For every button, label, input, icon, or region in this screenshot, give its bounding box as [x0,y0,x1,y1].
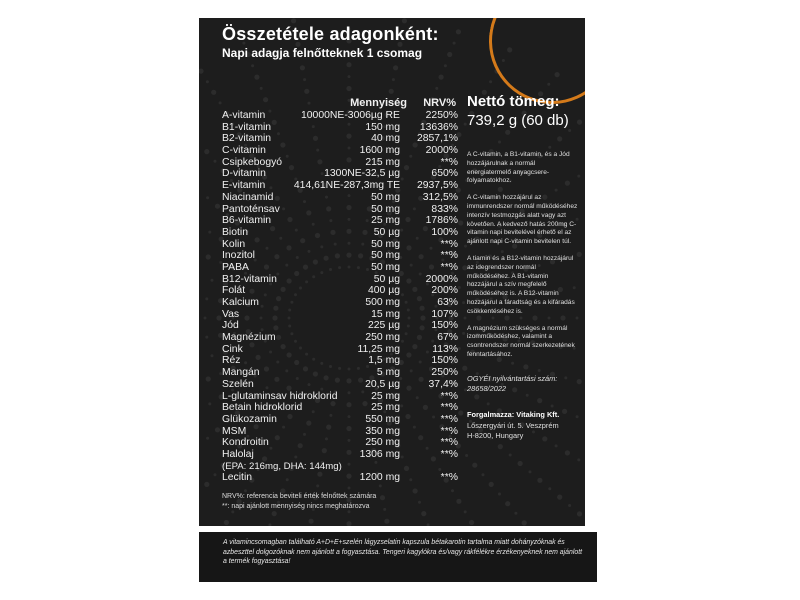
nutrient-quantity: 414,61NE-287,3mg TE [293,180,400,192]
pattern-dot [244,489,247,492]
table-row [222,320,458,332]
pattern-dot [205,336,208,339]
nutrient-quantity: 1306 mg [359,448,400,460]
pattern-dot [438,74,443,79]
nutrient-nrv: 107% [431,308,458,320]
nutrient-nrv: 650% [431,168,458,180]
pattern-dot [208,231,211,234]
nutrient-quantity: 250 mg [365,332,400,344]
nutrient-nrv: 2000% [425,145,458,157]
nutrient-quantity: 25 mg [371,402,400,414]
claim-paragraph: A C-vitamin hozzájárul az immunrendszer normál működéséhez intenzív testmozgás alatt vagy azt követően. A kedvező hatás 200mg C-vitamin napi bevitelével érhető el az ajánlott napi C-vitamin bevitelen túl. [467,194,578,246]
nutrient-nrv: 150% [431,320,458,332]
nutrient-name: Csipkebogyó [222,156,283,168]
pattern-dot [268,523,271,526]
daily-dose-subtitle: Napi adagja felnőtteknek 1 csomag [222,46,423,60]
nutrient-name: Mangán [222,367,260,379]
nutrient-quantity: 1600 mg [359,145,400,157]
nutrient-quantity: 250 mg [365,437,400,449]
table-row [222,414,458,426]
nutrient-nrv: 2250% [425,110,458,121]
pattern-dot [469,520,474,525]
pattern-dot [392,78,395,81]
pattern-dot [458,347,461,350]
nutrient-quantity: 5 mg [376,367,400,379]
nutrient-nrv: **% [440,156,458,168]
nutrient-name: Biotin [222,226,248,238]
pattern-dot [379,484,382,487]
nutrient-name: L-glutaminsav hidroklorid [222,390,338,402]
pattern-dot [219,101,222,104]
nutrient-name: C-vitamin [222,145,266,157]
nutrient-nrv: 200% [431,285,458,297]
pattern-dot [216,315,221,320]
pattern-dot [204,482,209,487]
table-row [222,168,458,180]
nutrient-name: Betain hidroklorid [222,402,303,414]
nutrient-quantity: 50 mg [371,238,400,250]
nutrient-name: Réz [222,355,241,367]
pattern-dot [412,488,417,493]
table-row [222,367,458,379]
pattern-dot [453,42,456,45]
nutrient-name: Szelén [222,378,254,390]
pattern-dot [206,80,209,83]
pattern-dot [224,520,229,525]
nutrient-quantity: 40 mg [371,133,400,145]
nutrient-name: Pantoténsav [222,203,280,215]
warning-panel [199,532,597,582]
pattern-dot [498,492,501,495]
nrv-column-header: NRV% [423,97,456,109]
pattern-dot [263,97,268,102]
nutrient-quantity: 150 mg [365,121,400,133]
pattern-dot [462,332,465,335]
nutrient-name: Folát [222,285,246,297]
pattern-dot [204,149,209,154]
nutrient-quantity: 550 mg [365,413,400,425]
pattern-dot [215,204,220,209]
nutrient-quantity: 1,5 mg [368,355,400,367]
nutrient-nrv: 100% [431,226,458,238]
table-row [222,309,458,321]
nutrient-quantity: 225 µg [368,320,400,332]
nutrient-name: D-vitamin [222,168,266,180]
distributor-address-line1: Lőszergyári út. 5. Veszprém [467,420,559,430]
nutrient-quantity: 350 mg [365,425,400,437]
pattern-dot [402,18,407,23]
nutrient-name: B2-vitamin [222,133,272,145]
pattern-dot [211,90,216,95]
nutrient-nrv: 2857,1% [416,133,458,145]
pattern-dot [300,65,305,70]
nutrient-quantity: 50 mg [371,191,400,203]
nutrient-nrv: **% [440,261,458,273]
nutrient-nrv: **% [440,437,458,449]
table-row [222,227,458,239]
nutrient-nrv: 2000% [425,273,458,285]
nutrient-quantity: 50 µg [373,226,400,238]
table-row [222,297,458,309]
pattern-dot [456,499,461,504]
quantity-column-header: Mennyiség [350,97,407,109]
nutrient-quantity: 500 mg [365,297,400,308]
nutrient-quantity: 215 mg [365,156,400,168]
table-row [222,122,458,134]
pattern-dot [509,453,512,456]
pattern-dot [380,495,385,500]
nutrient-quantity: 1300NE-32,5 µg [324,168,400,180]
table-row [222,239,458,251]
nrv-footnote: NRV%: referencia beviteli érték felnőttek számára [222,493,377,500]
nutrient-nrv: 1786% [425,215,458,227]
nutrient-nrv: 150% [431,355,458,367]
nutrient-nrv: 13636% [419,121,458,133]
pattern-dot [577,458,580,461]
pattern-dot [458,286,461,289]
nutrient-nrv: 2937,5% [416,180,458,192]
pattern-dot [458,220,463,225]
pattern-dot [254,74,259,79]
pattern-dot [206,376,211,381]
nutrient-quantity: 1200 mg [359,472,400,484]
registration-number: OGYÉI nyilvántartási szám: 28658/2022 [467,373,558,393]
nutrient-quantity: 50 mg [371,203,400,215]
table-row [222,180,458,192]
pattern-dot [213,160,216,163]
pattern-dot [577,511,582,516]
nutrient-nrv: 833% [431,203,458,215]
nutrient-name: Halolaj [222,448,254,460]
pattern-dot [444,64,447,67]
pattern-dot [472,463,477,468]
nutrient-name: (EPA: 216mg, DHA: 144mg) [222,460,342,472]
nutrient-nrv: **% [440,448,458,460]
nutrient-quantity: 25 mg [371,215,400,227]
pattern-dot [489,80,492,83]
nutrient-quantity: 50 mg [371,250,400,262]
pattern-dot [451,489,454,492]
pattern-dot [421,511,426,516]
distributor-address-line2: H-8200, Hungary [467,431,524,441]
pattern-dot [303,78,306,81]
pattern-dot [205,297,208,300]
table-row [222,110,458,122]
table-row [222,461,458,473]
pattern-dot [522,520,527,525]
pattern-dot [206,437,209,440]
claim-paragraph: A magnézium szükséges a normál izomműködéshez, valamint a csontrendszer normál szerkezetének fenntartásához. [467,324,575,358]
nutrient-nrv: **% [440,425,458,437]
pattern-dot [464,510,467,513]
pattern-dot [456,29,461,34]
table-row [222,332,458,344]
pattern-dot [346,521,351,526]
pattern-dot [447,52,452,57]
nutrient-nrv: **% [440,390,458,402]
nutrient-nrv: 113% [432,343,458,355]
pattern-dot [215,427,220,432]
pattern-dot [528,470,531,473]
table-row [222,285,458,297]
nutrient-name: MSM [222,425,247,437]
pattern-dot [517,461,522,466]
pattern-dot [568,504,571,507]
nutrient-nrv: 250% [431,367,458,379]
distributor-label: Forgalmazza: Vitaking Kft. [467,410,560,420]
pattern-dot [213,473,216,476]
nutrient-quantity: 50 µg [373,273,400,285]
table-row [222,344,458,356]
pattern-dot [462,301,465,304]
nutrient-name: Cink [222,343,243,355]
nutrient-name: Kolin [222,238,246,250]
pattern-dot [565,450,570,455]
nutrient-name: Magnézium [222,332,276,344]
nutrient-nrv: 63% [437,297,458,308]
claim-paragraph: A tiamin és a B12-vitamin hozzájárul az idegrendszer normál működéséhez. A B1-vitamin hozzájárul a szív megfelelő működéséhez is. A B12-vitamin hozzájárul a fáradtság és a kifáradás csökkentéséhez is. [467,254,575,315]
nutrient-nrv: 312,5% [422,191,458,203]
pattern-dot [347,75,350,78]
nutrient-name: Lecitin [222,472,253,484]
pattern-dot [316,484,319,487]
table-row [222,262,458,274]
pattern-dot [307,102,310,105]
pattern-dot [272,511,277,516]
pattern-dot [505,501,510,506]
pattern-dot [206,196,209,199]
nutrient-quantity: 10000NE-3006µg RE [301,110,400,121]
right-column [467,93,579,442]
nutrient-nrv: 37,4% [428,378,458,390]
pattern-dot [199,68,204,73]
nutrient-nrv: **% [440,472,458,484]
pattern-dot [347,486,350,489]
pattern-dot [481,473,484,476]
nutrient-name: A-vitamin [222,110,266,121]
pattern-dot [260,87,263,90]
label-panel [199,18,585,526]
nutrient-nrv: **% [440,238,458,250]
table-row [222,391,458,403]
composition-title: Összetétele adagonként: [222,24,439,44]
net-weight-title: Nettó tömeg: [467,93,560,110]
distributor-block [467,410,579,442]
star-footnote: **: napi ajánlott mennyiség nincs meghatározva [222,503,370,510]
table-row [222,145,458,157]
pattern-dot [557,494,562,499]
nutrient-name: Kalcium [222,297,259,308]
pattern-dot [383,508,386,511]
pattern-dot [555,444,558,447]
warning-text: A vitamincsomagban található A+D+E+szelén lágyzselatin kapszula bétakarotin tartalma miatt dohányzóknak és azbeszttel dolgozóknak nem ajánlott a fogyasztása. Tengeri kagylókra és/vagy rákfélékre érzékenyeknek nem ajánlott a termék fogyasztása! [223,539,583,566]
table-row [222,426,458,438]
pattern-dot [308,519,313,524]
table-row [222,437,458,449]
pattern-dot [208,402,211,405]
table-row [222,402,458,414]
pattern-dot [251,64,254,67]
pattern-dot [537,478,542,483]
pattern-dot [489,482,494,487]
table-row [222,449,458,461]
pattern-dot [210,354,213,357]
nutrient-name: Kondroitin [222,437,269,449]
pattern-dot [427,523,430,526]
nutrient-name: E-vitamin [222,180,266,192]
pattern-dot [435,87,438,90]
nutrient-name: B6-vitamin [222,215,272,227]
table-row [222,472,458,484]
nutrient-nrv: **% [440,413,458,425]
pattern-dot [548,487,551,490]
nutrient-quantity: 50 mg [371,261,400,273]
net-weight-value: 739,2 g (60 db) [467,112,569,129]
nutrient-name: Jód [222,320,239,332]
pattern-dot [203,316,206,319]
nutrient-name: B1-vitamin [222,121,272,133]
table-row [222,274,458,286]
pattern-dot [458,410,463,415]
claim-paragraph: A C-vitamin, a B1-vitamin, és a Jód hozzájárulnak a normál energiatermelő anyagcsere-folyamatokhoz. [467,151,570,185]
table-row [222,133,458,145]
pattern-dot [304,89,309,94]
nutrient-quantity: 25 mg [371,390,400,402]
nutrient-quantity: 15 mg [371,308,400,320]
nutrient-nrv: **% [440,250,458,262]
nutrient-nrv: 67% [437,332,458,344]
nutrient-quantity: 400 µg [368,285,400,297]
nutrient-name: B12-vitamin [222,273,277,285]
pattern-dot [393,65,398,70]
pattern-dot [291,18,296,23]
table-row [222,192,458,204]
pattern-dot [514,512,517,515]
table-row [222,157,458,169]
pattern-dot [347,510,350,513]
table-row [222,204,458,216]
nutrient-quantity: 20,5 µg [365,378,400,390]
nutrient-name: Niacinamid [222,191,274,203]
pattern-dot [346,86,351,91]
pattern-dot [346,62,351,67]
pattern-dot [389,89,394,94]
pattern-dot [231,510,234,513]
table-row [222,215,458,227]
nutrient-quantity: 11,25 mg [357,343,400,355]
nutrient-name: PABA [222,261,249,273]
pattern-dot [498,444,503,449]
pattern-dot [384,519,389,524]
nutrient-name: Inozitol [222,250,255,262]
pattern-dot [465,454,468,457]
pattern-dot [418,501,421,504]
table-row [222,250,458,262]
nutrient-name: Glükozamin [222,413,277,425]
pattern-dot [210,279,213,282]
table-row [222,379,458,391]
pattern-dot [206,254,211,259]
composition-table [222,110,458,484]
table-row [222,355,458,367]
nutrient-nrv: **% [440,402,458,414]
nutrient-name: Vas [222,308,240,320]
